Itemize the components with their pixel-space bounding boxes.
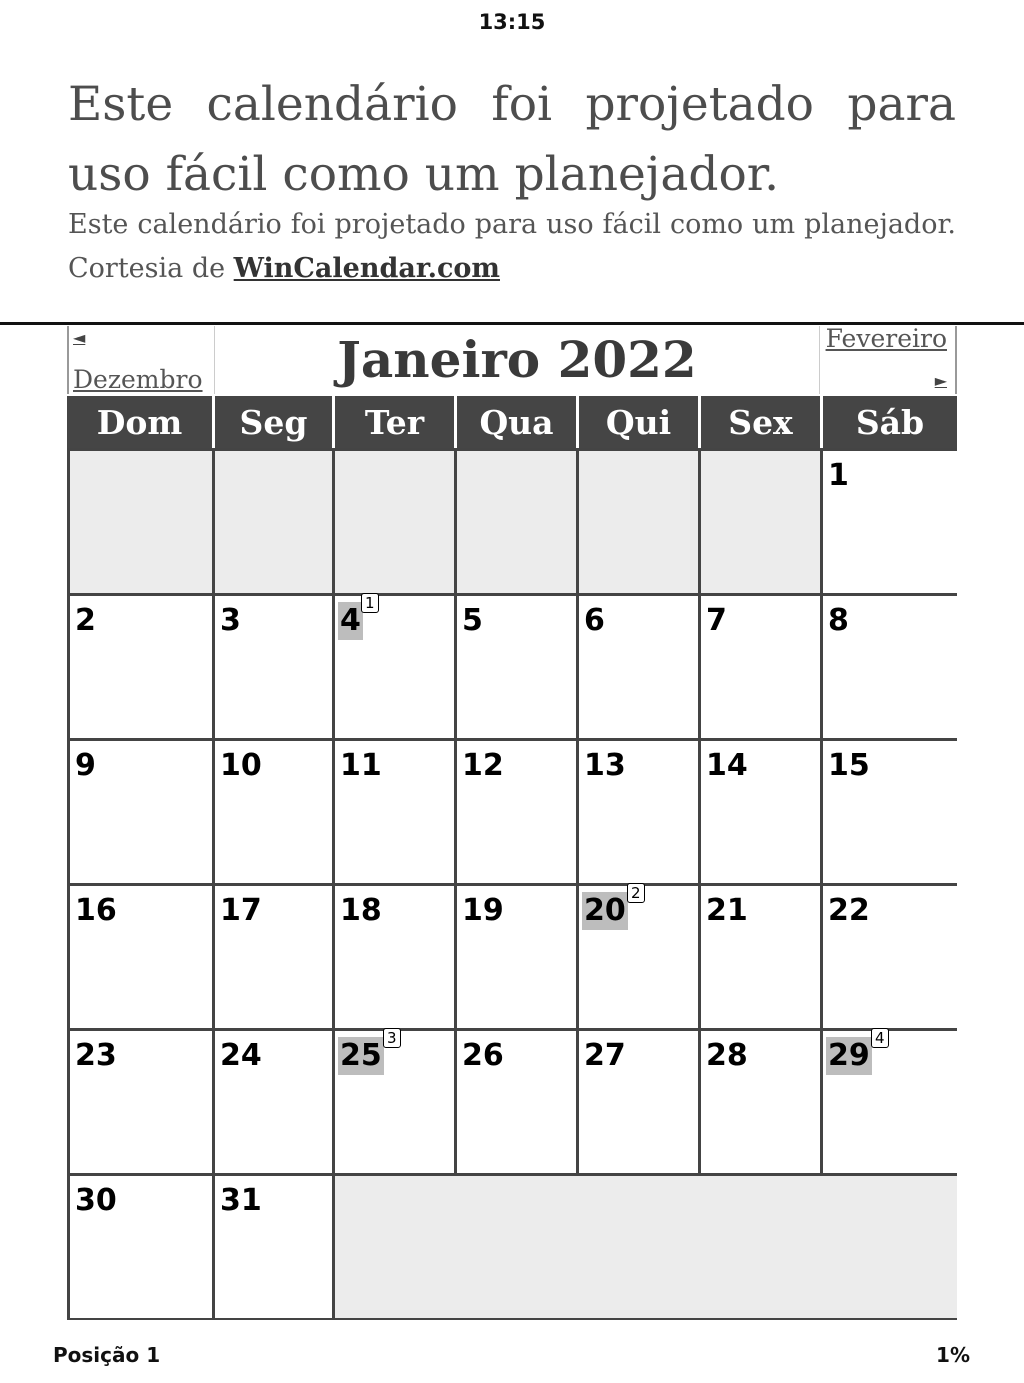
weekday-header: Qui — [576, 396, 698, 448]
wincalendar-link[interactable]: WinCalendar.com — [233, 253, 500, 284]
empty-day-cell — [698, 448, 820, 593]
day-cell[interactable] — [212, 738, 332, 883]
empty-day-cell — [212, 448, 332, 593]
prev-month-link[interactable] — [67, 326, 215, 394]
day-number: 25 — [340, 1038, 382, 1073]
day-cell[interactable] — [576, 738, 698, 883]
intro-subtitle-text: Este calendário foi projetado para uso fácil como um planejador. Cortesia de — [68, 209, 956, 284]
next-month-label: Fevereiro — [825, 324, 947, 353]
day-number: 18 — [340, 893, 382, 928]
day-cell[interactable] — [212, 1173, 332, 1318]
day-number: 31 — [220, 1183, 262, 1218]
day-number: 1 — [828, 458, 849, 493]
day-cell[interactable] — [332, 1028, 454, 1173]
day-cell[interactable] — [576, 1028, 698, 1173]
day-cell[interactable] — [820, 448, 957, 593]
day-cell[interactable] — [576, 593, 698, 738]
day-number: 9 — [75, 748, 96, 783]
day-number: 5 — [462, 603, 483, 638]
reading-progress: 1% — [936, 1343, 970, 1367]
day-cell[interactable] — [212, 1028, 332, 1173]
day-cell[interactable] — [698, 738, 820, 883]
empty-day-cell — [454, 448, 576, 593]
day-number: 22 — [828, 893, 870, 928]
day-number: 8 — [828, 603, 849, 638]
day-number: 3 — [220, 603, 241, 638]
day-cell[interactable] — [212, 593, 332, 738]
day-number: 27 — [584, 1038, 626, 1073]
day-number: 20 — [584, 893, 626, 928]
weekday-header: Dom — [67, 396, 212, 448]
day-cell[interactable] — [454, 738, 576, 883]
empty-day-cell — [67, 448, 212, 593]
day-cell[interactable] — [67, 738, 212, 883]
day-cell[interactable] — [698, 593, 820, 738]
empty-day-cell — [332, 1173, 957, 1318]
status-time: 13:15 — [478, 10, 546, 34]
day-cell[interactable] — [67, 1028, 212, 1173]
day-number: 10 — [220, 748, 262, 783]
day-number: 14 — [706, 748, 748, 783]
day-number: 15 — [828, 748, 870, 783]
day-number: 21 — [706, 893, 748, 928]
day-number: 30 — [75, 1183, 117, 1218]
day-cell[interactable] — [454, 883, 576, 1028]
weekday-header: Ter — [332, 396, 454, 448]
left-arrow-icon: ◄ — [73, 328, 86, 347]
day-number: 2 — [75, 603, 96, 638]
month-title: Janeiro 2022 — [337, 330, 697, 389]
day-cell[interactable] — [67, 593, 212, 738]
next-month-link[interactable] — [819, 326, 957, 394]
day-cell[interactable] — [332, 738, 454, 883]
reading-position: Posição 1 — [53, 1343, 161, 1367]
footnote-marker[interactable]: 3 — [383, 1028, 401, 1048]
day-cell[interactable] — [454, 593, 576, 738]
calendar-grid — [67, 396, 957, 1320]
day-cell[interactable] — [67, 1173, 212, 1318]
day-cell[interactable] — [332, 883, 454, 1028]
day-number: 19 — [462, 893, 504, 928]
weekday-header: Sex — [698, 396, 820, 448]
day-cell[interactable] — [820, 883, 957, 1028]
day-number: 16 — [75, 893, 117, 928]
day-cell[interactable] — [454, 1028, 576, 1173]
day-number: 23 — [75, 1038, 117, 1073]
day-cell[interactable] — [332, 593, 454, 738]
empty-day-cell — [332, 448, 454, 593]
day-cell[interactable] — [820, 593, 957, 738]
page-headline: Este calendário foi projetado para uso fácil como um planejador. — [68, 77, 956, 202]
day-number: 17 — [220, 893, 262, 928]
weekday-header: Qua — [454, 396, 576, 448]
day-number: 24 — [220, 1038, 262, 1073]
day-cell[interactable] — [820, 1028, 957, 1173]
day-number: 11 — [340, 748, 382, 783]
footnote-marker[interactable]: 1 — [361, 593, 379, 613]
intro-subtitle — [68, 203, 956, 291]
day-number: 26 — [462, 1038, 504, 1073]
day-cell[interactable] — [576, 883, 698, 1028]
calendar-nav — [67, 326, 957, 396]
day-number: 13 — [584, 748, 626, 783]
empty-day-cell — [576, 448, 698, 593]
day-cell[interactable] — [698, 1028, 820, 1173]
footnote-marker[interactable]: 4 — [871, 1028, 889, 1048]
day-number: 4 — [340, 603, 361, 638]
weekday-header: Seg — [212, 396, 332, 448]
day-number: 7 — [706, 603, 727, 638]
day-number: 6 — [584, 603, 605, 638]
weekday-header: Sáb — [820, 396, 957, 448]
right-arrow-icon: ► — [934, 371, 947, 390]
day-cell[interactable] — [698, 883, 820, 1028]
day-cell[interactable] — [212, 883, 332, 1028]
day-number: 28 — [706, 1038, 748, 1073]
footnote-marker[interactable]: 2 — [627, 883, 645, 903]
prev-month-label: Dezembro — [73, 365, 203, 394]
day-cell[interactable] — [820, 738, 957, 883]
day-number: 12 — [462, 748, 504, 783]
calendar — [67, 326, 957, 1320]
day-cell[interactable] — [67, 883, 212, 1028]
day-number: 29 — [828, 1038, 870, 1073]
